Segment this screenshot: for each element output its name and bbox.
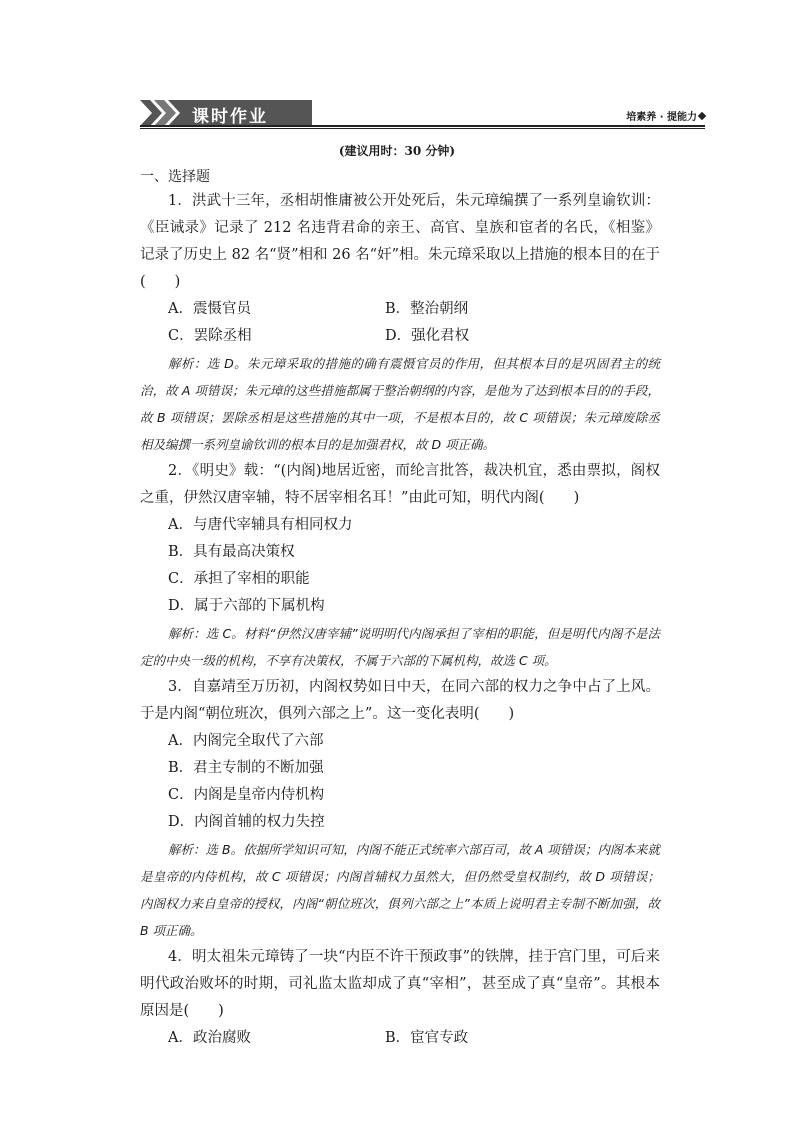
- option: D．内阁首辅的权力失控: [168, 814, 325, 830]
- question-1-options-row-1: [140, 296, 660, 323]
- option: B．君主专制的不断加强: [168, 760, 324, 776]
- question-4-options-row-1: [140, 1025, 660, 1052]
- option: A．政治腐败: [168, 1030, 251, 1046]
- option: C．内阁是皇帝内侍机构: [168, 787, 325, 803]
- page-header: [140, 100, 705, 128]
- option: A．震慑官员: [168, 301, 251, 317]
- question-1-explanation: 解析：选 D。朱元璋采取的措施的确有震慑官员的作用，但其根本目的是巩固君主的统治，故 A 项错误；朱元璋的这些措施都属于整治朝纲的内容，是他为了达到根本目的的手段，故 B 项错误；罢除丞相是这些措施的其中一项，不是根本目的，故 C 项错误；朱元璋废除丞相及编撰一系列皇谕钦训的根本目的是加强君权，故 D 项正确。: [140, 356, 660, 452]
- time-note: (建议用时：30 分钟): [338, 144, 456, 158]
- content: [140, 166, 660, 1052]
- question-1-options-row-2: [140, 323, 660, 350]
- header-rule-thin: [140, 128, 705, 129]
- question-1-stem: 1．洪武十三年，丞相胡惟庸被公开处死后，朱元璋编撰了一系列皇谕钦训：《臣诫录》记录了 212 名违背君命的亲王、高官、皇族和宦者的名氏，《相鉴》记录了历史上 82 名“贤”相和 26 名“奸”相。朱元璋采取以上措施的根本目的在于( ): [140, 193, 660, 290]
- option: D．强化君权: [385, 328, 470, 344]
- section-title: 一、选择题: [140, 169, 210, 185]
- option: D．属于六部的下属机构: [168, 598, 325, 614]
- question-3-stem: 3．自嘉靖至万历初，内阁权势如日中天，在同六部的权力之争中占了上风。于是内阁“朝位班次，俱列六部之上”。这一变化表明( ): [140, 679, 660, 722]
- question-4-stem: 4．明太祖朱元璋铸了一块“内臣不许干预政事”的铁牌，挂于宫门里，可后来明代政治败坏的时期，司礼监太监却成了真“宰相”，甚至成了真“皇帝”。其根本原因是( ): [140, 949, 660, 1019]
- header-tagline: 培素养 · 提能力: [626, 112, 697, 123]
- header-rule: [140, 125, 705, 127]
- option: A．内阁完全取代了六部: [168, 733, 324, 749]
- option: C．承担了宰相的职能: [168, 571, 310, 587]
- option: A．与唐代宰辅具有相同权力: [168, 517, 353, 533]
- option: B．具有最高决策权: [168, 544, 295, 560]
- option: B．整治朝纲: [385, 301, 469, 317]
- option: C．罢除丞相: [168, 328, 252, 344]
- diamond-icon: [698, 112, 706, 120]
- option: B．宦官专政: [385, 1030, 469, 1046]
- question-3-explanation: 解析：选 B。依据所学知识可知，内阁不能正式统率六部百司，故 A 项错误；内阁本来就是皇帝的内侍机构，故 C 项错误；内阁首辅权力虽然大，但仍然受皇权制约，故 D 项错误；内阁权力来自皇帝的授权，内阁“朝位班次，俱列六部之上”本质上说明君主专制不断加强，故 B 项正确。: [140, 842, 660, 938]
- page-title: 课时作业: [192, 107, 268, 127]
- question-2-stem: 2．《明史》载：“(内阁)地居近密，而纶言批答，裁决机宜，悉由票拟，阁权之重，伊然汉唐宰辅，特不居宰相名耳！”由此可知，明代内阁( ): [140, 463, 660, 506]
- question-2-explanation: 解析：选 C。材料“伊然汉唐宰辅”说明明代内阁承担了宰相的职能，但是明代内阁不是法定的中央一级的机构，不享有决策权，不属于六部的下属机构，故选 C 项。: [140, 626, 660, 668]
